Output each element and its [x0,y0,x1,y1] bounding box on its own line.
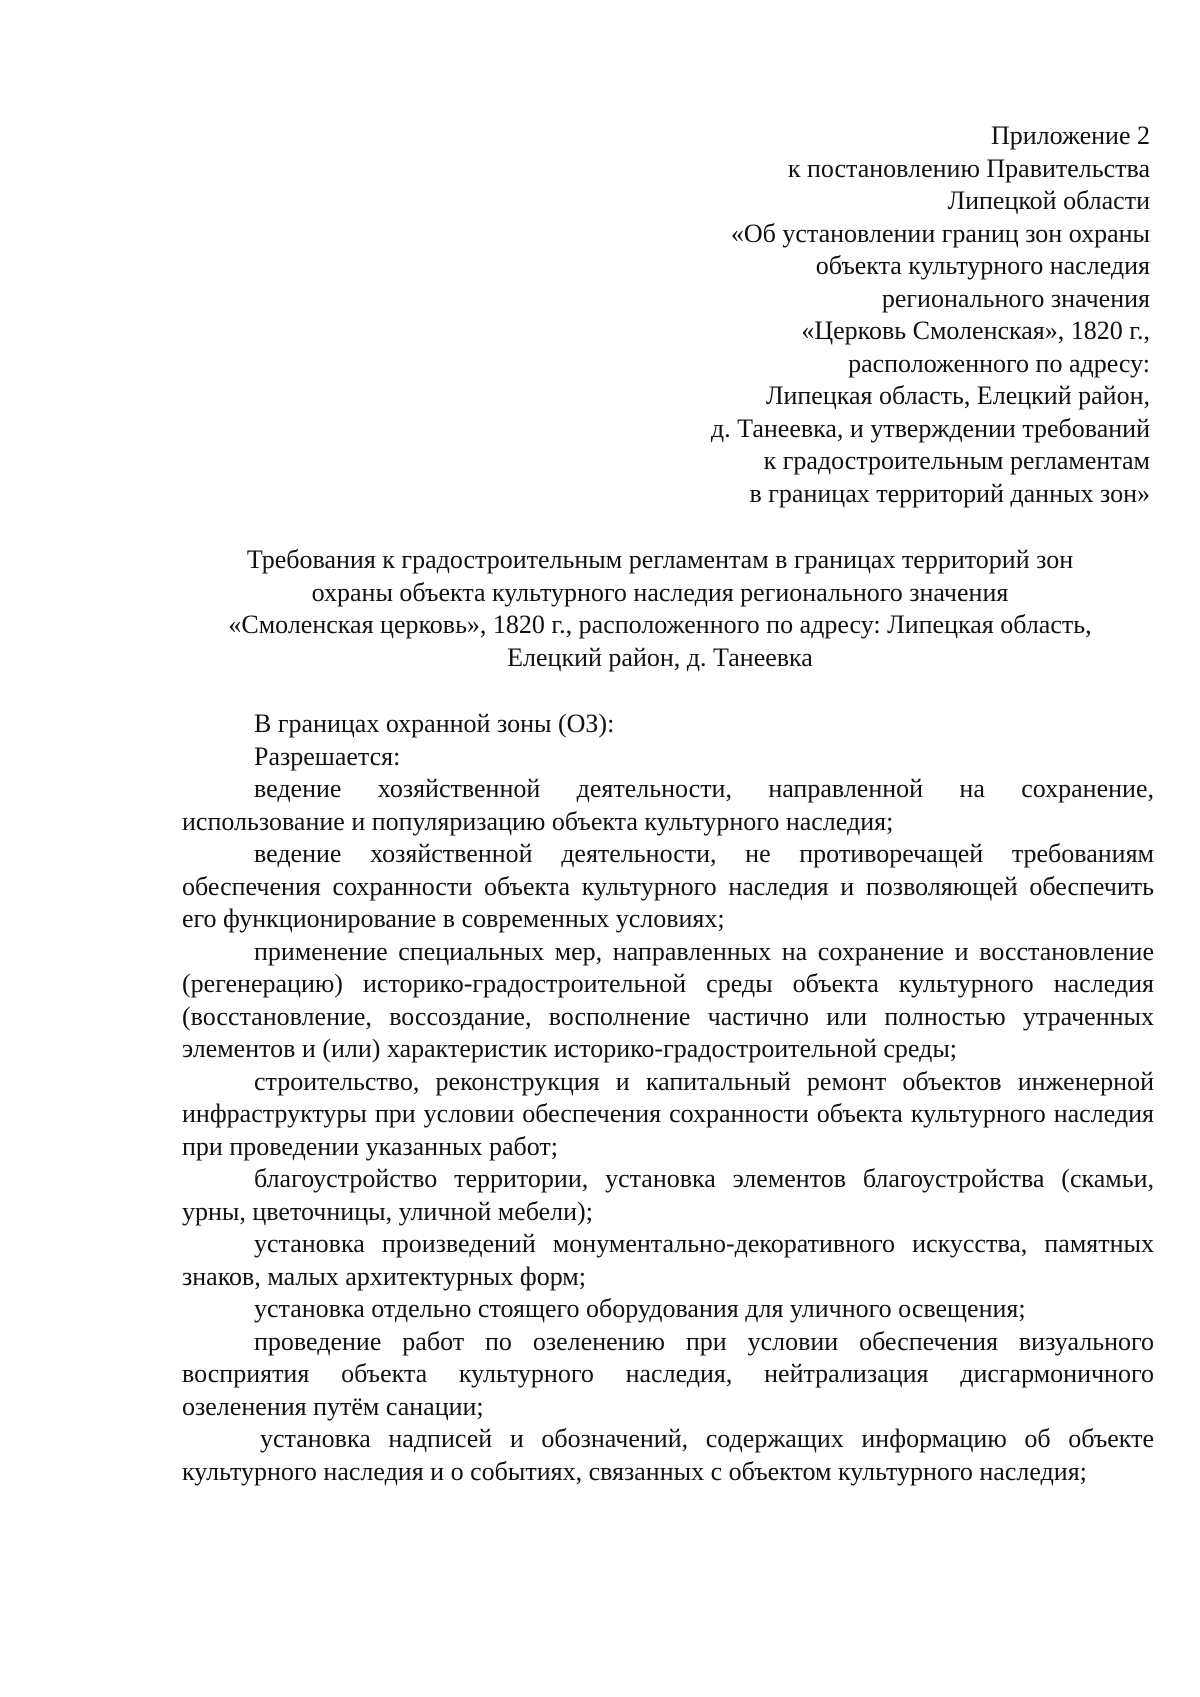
appendix-line: «Об установлении границ зон охраны [730,218,1150,248]
appendix-line: расположенного по адресу: [848,348,1150,378]
appendix-line: регионального значения [881,283,1150,313]
title-line: Елецкий район, д. Танеевка [507,642,813,672]
allowed-item: установка надписей и обозначений, содержащих информацию об объекте культурного наследия и о событиях, связанных с объектом культурного наследия; [182,1424,1154,1486]
allowed-heading: Разрешается: [254,741,401,771]
document-title [160,544,1160,674]
appendix-line: в границах территорий данных зон» [749,478,1150,508]
allowed-item: проведение работ по озеленению при условии обеспечения визуального восприятия объекта культурного наследия, нейтрализация дисгармоничного озеленения путём санации; [182,1326,1154,1421]
appendix-line: объекта культурного наследия [815,251,1150,280]
title-line: «Смоленская церковь», 1820 г., расположенного по адресу: Липецкая область, [228,610,1092,639]
allowed-item: установка произведений монументально-декоративного искусства, памятных знаков, малых архитектурных форм; [182,1229,1154,1291]
allowed-item: установка отдельно стоящего оборудования для уличного освещения; [254,1294,1026,1323]
appendix-line: к градостроительным регламентам [763,446,1150,475]
appendix-line: к постановлению Правительства [787,153,1150,183]
title-line: охраны объекта культурного наследия регионального значения [311,577,1009,607]
allowed-item: строительство, реконструкция и капитальный ремонт объектов инженерной инфраструктуры при условии обеспечения сохранности объекта культурного наследия при проведении указанных работ; [182,1066,1154,1161]
title-line: Требования к градостроительным регламентам в границах территорий зон [246,545,1074,574]
appendix-line: Липецкая область, Елецкий район, [765,381,1150,410]
allowed-item: благоустройство территории, установка элементов благоустройства (скамьи, урны, цветочницы, уличной мебели); [182,1164,1154,1226]
appendix-line: д. Танеевка, и утверждении требований [710,413,1150,443]
allowed-item: ведение хозяйственной деятельности, направленной на сохранение, использование и популяризацию объекта культурного наследия; [182,774,1154,836]
allowed-item: ведение хозяйственной деятельности, не противоречащей требованиям обеспечения сохранности объекта культурного наследия и позволяющей обеспечить его функционирование в современных условиях; [182,839,1154,933]
document-body [182,708,1154,1488]
appendix-line: Приложение 2 [990,121,1150,150]
appendix-line: Липецкой области [947,186,1150,215]
allowed-item: применение специальных мер, направленных на сохранение и восстановление (регенерацию) историко-градостроительной среды объекта культурного наследия (восстановление, воссоздание, восполнение частично или полностью утраченных элементов и (или) характеристик историко-градостроительной среды; [182,936,1154,1063]
appendix-header [510,120,1150,510]
appendix-line: «Церковь Смоленская», 1820 г., [801,316,1150,345]
zone-heading: В границах охранной зоны (ОЗ): [254,709,615,738]
